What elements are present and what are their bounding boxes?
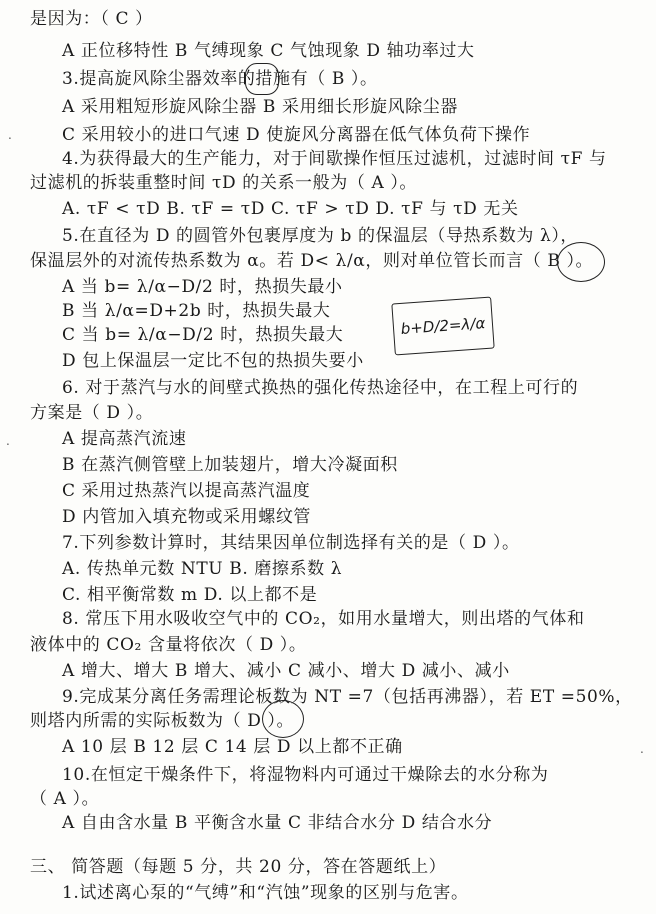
answer-circle — [557, 242, 605, 282]
text-line: D 内管加入填充物或采用螺纹管 — [62, 507, 312, 527]
text-line: A 采用粗短形旋风除尘器 B 采用细长形旋风除尘器 — [62, 97, 458, 117]
scan-dot: . — [640, 742, 644, 756]
text-line: 三、 简答题（每题 5 分，共 20 分，答在答题纸上） — [30, 857, 447, 877]
text-line: 9.完成某分离任务需理论板数为 NT =7（包括再沸器），若 ET =50%， — [62, 687, 633, 707]
scan-dot: . — [8, 128, 12, 142]
text-line: A 10 层 B 12 层 C 14 层 D 以上都不正确 — [62, 737, 403, 757]
text-line: A 增大、增大 B 增大、减小 C 减小、增大 D 减小、减小 — [62, 661, 510, 681]
text-line: 5.在直径为 D 的圆管外包裹厚度为 b 的保温层（导热系数为 λ）， — [62, 226, 579, 246]
text-line: 保温层外的对流传热系数为 α。若 D< λ/α，则对单位管长而言（ B ）。 — [30, 251, 594, 271]
text-line: A. τF < τD B. τF = τD C. τF > τD D. τF 与 τD 无关 — [62, 199, 519, 219]
text-line: C 采用过热蒸汽以提高蒸汽温度 — [62, 481, 311, 501]
text-line: A 正位移特性 B 气缚现象 C 气蚀现象 D 轴功率过大 — [62, 41, 475, 61]
text-line: 8. 常压下用水吸收空气中的 CO₂，如用水量增大，则出塔的气体和 — [62, 609, 585, 629]
text-line: B 在蒸汽侧管壁上加装翅片，增大冷凝面积 — [62, 455, 398, 475]
text-line: 10.在恒定干燥条件下，将湿物料内可通过干燥除去的水分称为 — [62, 765, 549, 785]
text-line: （ A ）。 — [30, 789, 100, 809]
text-line: 4.为获得最大的生产能力，对于间歇操作恒压过滤机，过滤时间 τF 与 — [62, 149, 607, 169]
text-line: 方案是（ D ）。 — [30, 403, 154, 423]
text-line: C. 相平衡常数 m D. 以上都不是 — [62, 585, 318, 605]
text-line: 则塔内所需的实际板数为（ D ）。 — [30, 711, 295, 731]
answer-circle — [245, 63, 279, 95]
text-line: C 采用较小的进口气速 D 使旋风分离器在低气体负荷下操作 — [62, 125, 531, 145]
scan-dot: . — [6, 434, 10, 448]
text-line: 6. 对于蒸汽与水的间壁式换热的强化传热途径中，在工程上可行的 — [62, 378, 579, 398]
text-line: 是因为：（ C ） — [30, 9, 153, 29]
text-line: 液体中的 CO₂ 含量将依次（ D ）。 — [30, 635, 307, 655]
text-line: B 当 λ/α=D+2b 时，热损失最大 — [62, 301, 331, 321]
text-line: 3.提高旋风除尘器效率的措施有（ B ）。 — [62, 69, 378, 89]
text-line: A 提高蒸汽流速 — [62, 429, 187, 449]
text-line: A. 传热单元数 NTU B. 磨擦系数 λ — [62, 559, 343, 579]
text-line: 1.试述离心泵的“气缚”和“汽蚀”现象的区别与危害。 — [62, 883, 469, 903]
text-line: A 自由含水量 B 平衡含水量 C 非结合水分 D 结合水分 — [62, 813, 493, 833]
handwritten-note: b+D/2=λ/α — [391, 297, 494, 356]
text-line: 7.下列参数计算时，其结果因单位制选择有关的是（ D ）。 — [62, 533, 520, 553]
text-line: 过滤机的拆装重整时间 τD 的关系一般为（ A ）。 — [30, 173, 418, 193]
text-line: C 当 b= λ/α−D/2 时，热损失最大 — [62, 325, 344, 345]
text-line: A 当 b= λ/α−D/2 时，热损失最小 — [62, 277, 343, 297]
text-line: D 包上保温层一定比不包的热损失要小 — [62, 351, 364, 371]
answer-circle — [262, 700, 304, 738]
